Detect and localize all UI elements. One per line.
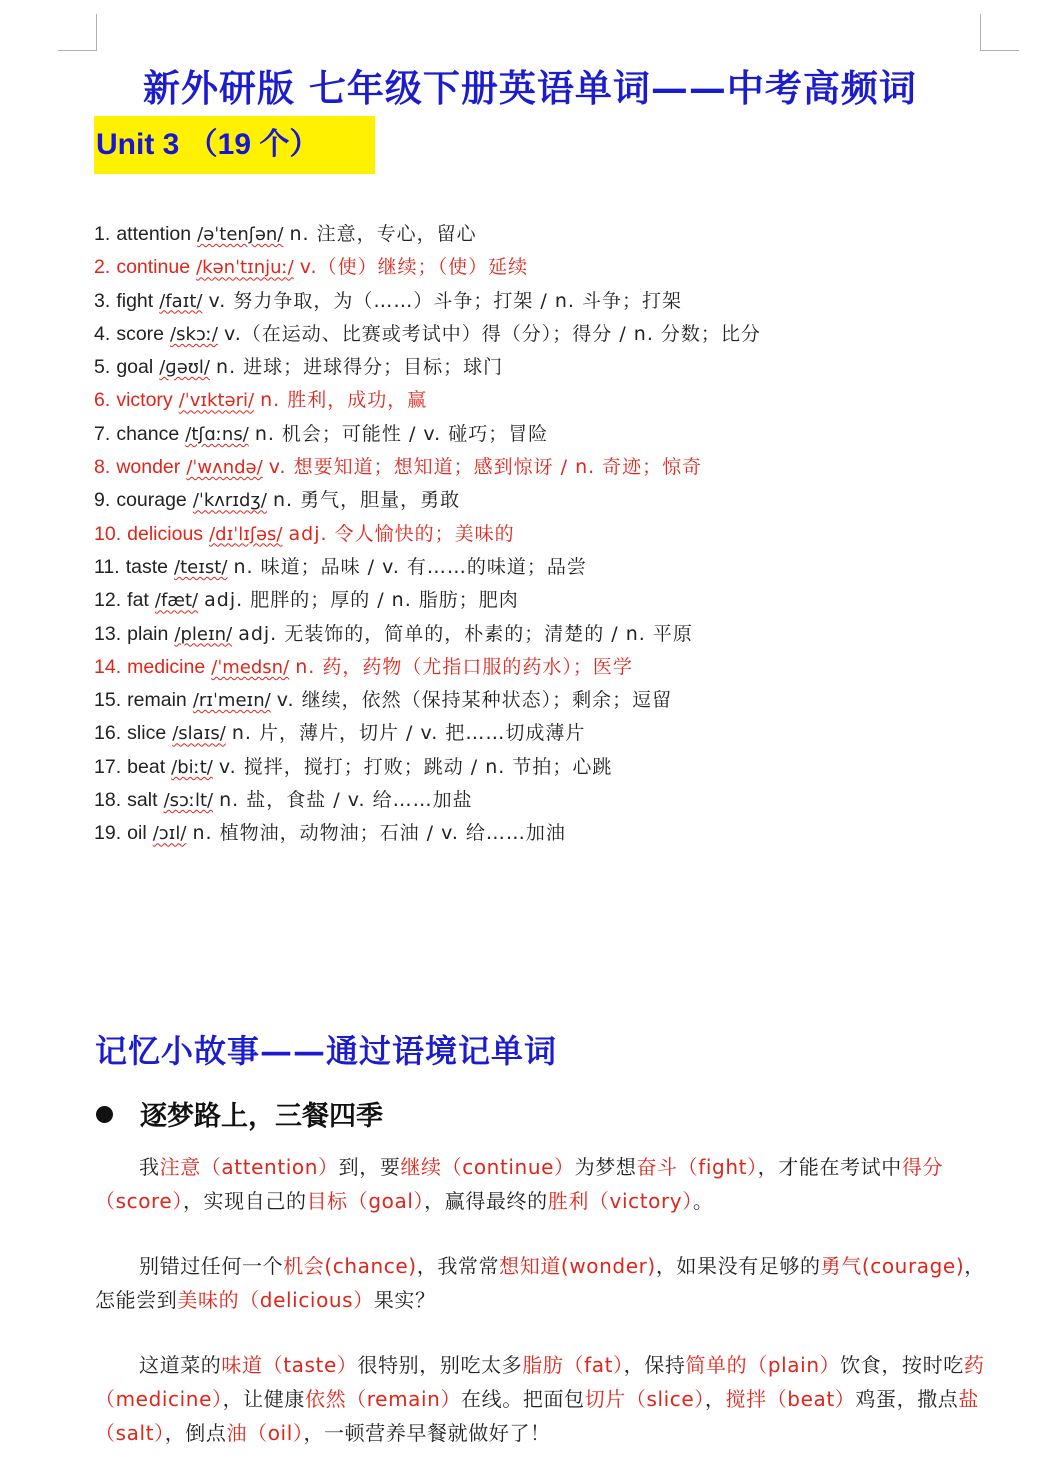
word-number: 18. (94, 789, 122, 812)
word-number: 19. (94, 822, 122, 845)
word-text: score (116, 322, 164, 345)
word-number: 12. (94, 589, 122, 612)
word-text: remain (127, 689, 187, 712)
word-meaning: n. 注意，专心，留心 (289, 223, 477, 245)
word-text: chance (116, 422, 180, 445)
word-phonetic: /slaɪs/ (172, 723, 226, 745)
story-text: ，实现自己的 (182, 1189, 307, 1213)
word-meaning: n. 片，薄片，切片 / v. 把……切成薄片 (231, 722, 586, 745)
word-entry (94, 651, 761, 684)
story-keyword: 搅拌（beat） (725, 1387, 856, 1411)
word-entry (94, 518, 761, 551)
story-text: 这道菜的 (139, 1353, 222, 1377)
word-meaning: v. 继续，依然（保持某种状态）；剩余；逗留 (276, 689, 673, 712)
story-keyword: 胜利（victory） (547, 1189, 693, 1213)
word-entry (94, 784, 761, 817)
word-meaning: v.（在运动、比赛或考试中）得（分）；得分 / n. 分数；比分 (223, 322, 761, 345)
word-meaning: adj. 肥胖的；厚的 / n. 脂肪；肥肉 (204, 589, 519, 612)
word-phonetic: /əˈtenʃən/ (197, 224, 284, 245)
word-phonetic: /skɔː/ (170, 323, 218, 345)
word-phonetic: /sɔːlt/ (163, 790, 214, 812)
word-entry (94, 684, 761, 717)
document-title: 新外研版 七年级下册英语单词——中考高频词 (143, 66, 917, 110)
word-entry (94, 251, 761, 284)
word-text: attention (116, 223, 192, 245)
word-text: beat (127, 755, 166, 778)
word-meaning: n. 勇气，胆量，勇敢 (272, 489, 461, 512)
story-keyword: 脂肪（fat） (522, 1353, 624, 1377)
story-text: 在线。把面包 (461, 1387, 585, 1411)
story-paragraph (95, 1150, 993, 1218)
word-text: oil (127, 822, 147, 845)
story-keyword: 勇气(courage) (820, 1254, 965, 1278)
story-text: 别错过任何一个 (139, 1254, 284, 1278)
story-section-title: 记忆小故事——通过语境记单词 (95, 1032, 558, 1070)
word-text: plain (127, 622, 169, 645)
story-keyword: 依然（remain） (304, 1387, 462, 1411)
story-keyword: 切片（slice） (584, 1387, 705, 1411)
word-phonetic: /biːt/ (171, 756, 213, 778)
word-number: 1. (94, 223, 111, 245)
word-meaning: n. 进球；进球得分；目标；球门 (216, 356, 504, 379)
word-text: continue (116, 256, 191, 279)
word-meaning: v. 搅拌，搅打；打败；跳动 / n. 节拍；心跳 (218, 755, 613, 778)
word-number: 15. (94, 689, 122, 712)
word-entry (94, 351, 761, 384)
story-text: ，赢得最终的 (424, 1189, 548, 1213)
story-keyword: 油（oil） (226, 1421, 304, 1445)
word-phonetic: /ˈkʌrɪdʒ/ (192, 490, 267, 512)
story-text: ，让健康 (222, 1387, 305, 1411)
word-meaning: adj. 令人愉快的；美味的 (288, 522, 515, 545)
word-phonetic: /ˈmedsn/ (211, 656, 290, 678)
bullet-icon (96, 1106, 113, 1123)
word-entry (94, 318, 761, 351)
word-number: 3. (94, 289, 111, 312)
story-keyword: 继续（continue） (400, 1155, 575, 1179)
vocabulary-list (94, 218, 761, 851)
word-entry (94, 551, 761, 584)
word-phonetic: /kənˈtɪnjuː/ (196, 257, 294, 279)
story-keyword: 奋斗（fight） (636, 1155, 758, 1179)
word-entry (94, 717, 761, 750)
word-meaning: v. 想要知道；想知道；感到惊讶 / n. 奇迹；惊奇 (268, 456, 703, 479)
story-text: 很特别，别吃太多 (357, 1353, 523, 1377)
word-text: medicine (127, 655, 206, 678)
word-meaning: n. 胜利，成功，赢 (260, 389, 428, 412)
story-text: 果实？ (373, 1288, 436, 1312)
story-keyword: 味道（taste） (221, 1353, 358, 1377)
story-text: 。 (692, 1189, 714, 1213)
story-keyword: 注意（attention） (159, 1155, 339, 1179)
corner-mark-top-left (58, 14, 97, 51)
word-meaning: n. 盐，食盐 / v. 给……加盐 (219, 789, 473, 812)
story-text: ，才能在考试中 (757, 1155, 902, 1179)
word-meaning: v.（使）继续；（使）延续 (299, 256, 529, 279)
word-text: slice (127, 722, 167, 745)
corner-mark-top-right (980, 14, 1019, 51)
word-phonetic: /ɡəʊl/ (159, 357, 210, 379)
word-text: fight (116, 289, 154, 312)
story-keyword: 药（medicine） (95, 1353, 985, 1411)
story-text: 为梦想 (574, 1155, 637, 1179)
word-entry (94, 418, 761, 451)
word-meaning: n. 药，药物（尤指口服的药水）；医学 (295, 655, 633, 678)
word-number: 8. (94, 456, 111, 479)
word-text: delicious (127, 522, 204, 545)
word-number: 6. (94, 389, 111, 412)
word-number: 17. (94, 755, 122, 778)
word-text: goal (116, 356, 154, 379)
story-text: ，怎能尝到 (95, 1254, 985, 1312)
word-phonetic: /teɪst/ (174, 556, 228, 578)
word-phonetic: /fæt/ (154, 590, 199, 612)
unit-heading: Unit 3 （19 个） (94, 116, 375, 174)
story-keyword: 想知道(wonder) (499, 1254, 656, 1278)
word-phonetic: /faɪt/ (159, 290, 203, 312)
story-keyword: 目标（goal） (306, 1189, 425, 1213)
story-text: 到，要 (338, 1155, 401, 1179)
story-text: 我 (139, 1155, 160, 1179)
story-subtitle: 逐梦路上，三餐四季 (140, 1101, 383, 1132)
story-text: ，一顿营养早餐就做好了！ (303, 1421, 551, 1445)
word-meaning: v. 努力争取，为（……）斗争；打架 / n. 斗争；打架 (208, 289, 682, 312)
story-text: 鸡蛋，撒点 (855, 1387, 959, 1411)
word-number: 7. (94, 422, 111, 445)
word-entry (94, 618, 761, 651)
story-keyword: 简单的（plain） (685, 1353, 841, 1377)
word-text: salt (127, 789, 158, 812)
story-text: ，我常常 (416, 1254, 500, 1278)
word-number: 10. (94, 522, 122, 545)
word-phonetic: /ˈvɪktəri/ (178, 390, 255, 412)
story-paragraph (95, 1348, 993, 1450)
word-phonetic: /ɔɪl/ (152, 823, 187, 845)
story-keyword: 美味的（delicious） (177, 1288, 374, 1312)
word-text: wonder (116, 456, 181, 479)
word-number: 9. (94, 489, 111, 512)
word-phonetic: /pleɪn/ (174, 623, 233, 645)
word-text: victory (116, 389, 173, 412)
word-meaning: adj. 无装饰的，简单的，朴素的；清楚的 / n. 平原 (238, 622, 693, 645)
word-meaning: n. 味道；品味 / v. 有……的味道；品尝 (233, 555, 587, 578)
word-meaning: n. 植物油，动物油；石油 / v. 给……加油 (192, 822, 566, 845)
word-text: fat (127, 589, 149, 612)
word-number: 16. (94, 722, 122, 745)
word-entry (94, 484, 761, 517)
story-text: ， (704, 1387, 726, 1411)
word-entry (94, 384, 761, 417)
word-number: 2. (94, 256, 111, 279)
word-text: courage (116, 489, 187, 512)
story-keyword: 机会(chance) (283, 1254, 417, 1278)
story-paragraph (95, 1249, 993, 1317)
word-entry (94, 451, 761, 484)
word-phonetic: /rɪˈmeɪn/ (192, 690, 271, 712)
word-number: 13. (94, 622, 122, 645)
word-phonetic: /ˈwʌndə/ (186, 457, 263, 479)
story-text: ，保持 (623, 1353, 686, 1377)
story-text: ，如果没有足够的 (655, 1254, 821, 1278)
word-entry (94, 584, 761, 617)
story-keyword: 盐（salt） (95, 1387, 980, 1445)
word-number: 4. (94, 322, 111, 345)
word-text: taste (125, 555, 168, 578)
word-meaning: n. 机会；可能性 / v. 碰巧；冒险 (254, 422, 549, 445)
word-entry (94, 817, 761, 850)
word-phonetic: /dɪˈlɪʃəs/ (209, 523, 283, 545)
story-text: ，倒点 (164, 1421, 227, 1445)
word-entry (94, 285, 761, 318)
word-entry (94, 751, 761, 784)
word-entry (94, 218, 761, 251)
word-number: 14. (94, 655, 122, 678)
word-number: 5. (94, 356, 111, 379)
story-keyword: 得分（score） (95, 1155, 944, 1213)
story-text: 饮食，按时吃 (840, 1353, 964, 1377)
word-phonetic: /tʃɑːns/ (185, 423, 249, 445)
word-number: 11. (94, 555, 120, 578)
